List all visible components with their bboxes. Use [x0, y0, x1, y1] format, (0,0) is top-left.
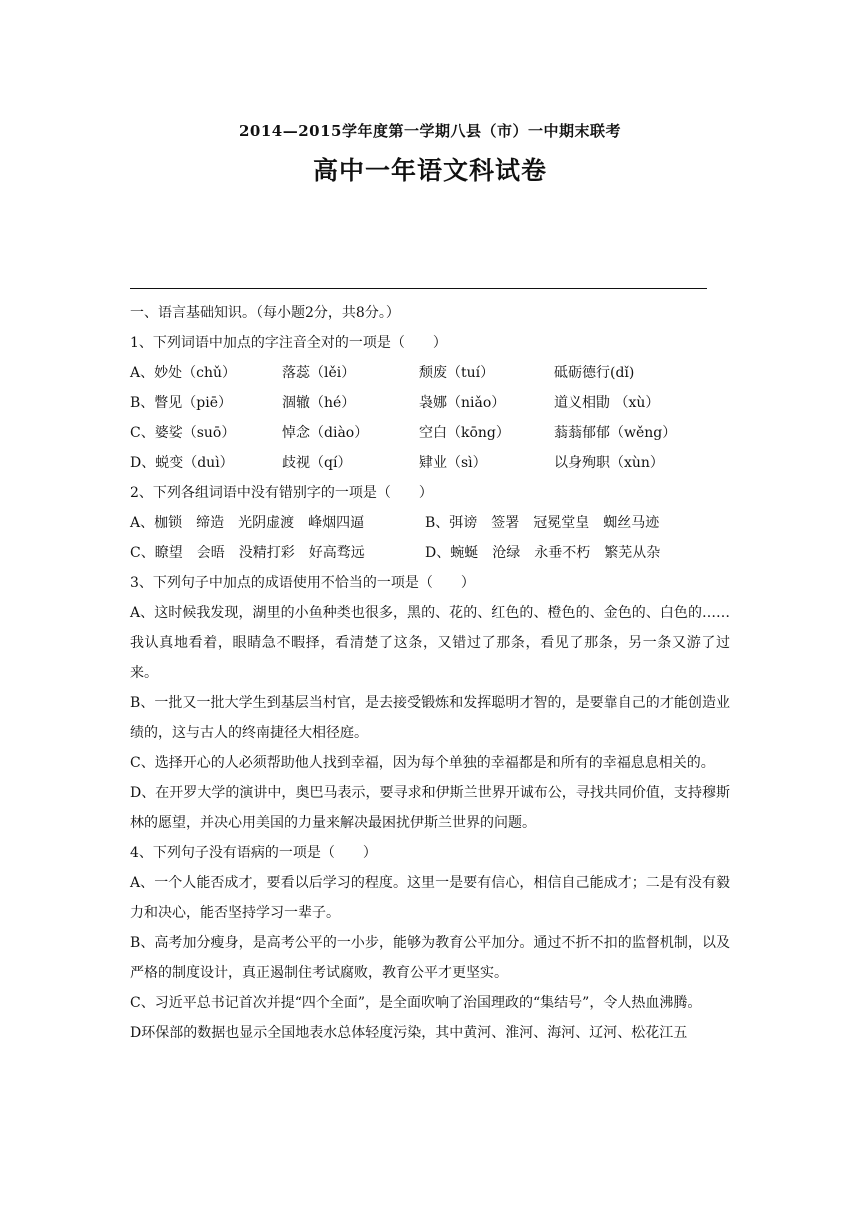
section-heading: 一、语言基础知识。（每小题2分，共8分。） [130, 305, 400, 321]
question-3-option-a: A、这时候我发现，湖里的小鱼种类也很多，黑的、花的、红色的、橙色的、金色的、白色的……我认真地看着，眼睛急不暇择，看清楚了这条，又错过了那条，看见了那条，另一条又游了过来。 [130, 605, 730, 681]
option-item: 悼念（diào） [282, 425, 369, 441]
option-item: 涸辙（hé） [282, 395, 356, 411]
divider-line [130, 288, 707, 289]
option-item: 歧视（qí） [282, 455, 352, 471]
question-3-option-c: C、选择开心的人必须帮助他人找到幸福，因为每个单独的幸福都是和所有的幸福息息相关的。 [130, 755, 715, 771]
question-3-option-b: B、一批又一批大学生到基层当村官，是去接受锻炼和发挥聪明才智的，是要靠自己的才能创造业绩的，这与古人的终南捷径大相径庭。 [130, 695, 730, 741]
question-3-stem: 3、下列句子中加点的成语使用不恰当的一项是（ ） [130, 575, 475, 591]
question-1-option-d [130, 448, 730, 478]
option-item: D、蜕变（duì） [130, 455, 234, 471]
option-item: 蓊蓊郁郁（wěng） [554, 425, 677, 441]
option-item: C、瞭望 会晤 没精打彩 好高骛远 [130, 545, 365, 561]
question-4-option-b: B、高考加分瘦身，是高考公平的一小步，能够为教育公平加分。通过不折不扣的监督机制，以及严格的制度设计，真正遏制住考试腐败，教育公平才更坚实。 [130, 935, 730, 981]
option-item: A、妙处（chǔ） [130, 365, 236, 381]
exam-header-line: 2014—2015学年度第一学期八县（市）一中期末联考 [239, 122, 621, 140]
option-item: 砥砺德行(dǐ) [554, 365, 635, 381]
option-item: 以身殉职（xùn） [554, 455, 664, 471]
question-4-option-d: D环保部的数据也显示全国地表水总体轻度污染，其中黄河、淮河、海河、辽河、松花江五 [130, 1025, 688, 1041]
question-4-option-c: C、习近平总书记首次并提“四个全面”，是全面吹响了治国理政的“集结号”，令人热血沸腾。 [130, 995, 702, 1011]
exam-title: 高中一年语文科试卷 [312, 156, 547, 185]
question-4-option-a: A、一个人能否成才，要看以后学习的程度。这里一是要有信心，相信自己能成才；二是有没有毅力和决心，能否坚持学习一辈子。 [130, 875, 730, 921]
option-item: 落蕊（lěi） [282, 365, 356, 381]
option-item: A、枷锁 缔造 光阴虚渡 峰烟四逼 [130, 515, 365, 531]
question-1-stem: 1、下列词语中加点的字注音全对的一项是（ ） [130, 335, 447, 351]
option-item: 颓废（tuí） [419, 365, 495, 381]
option-item: 袅娜（niǎo） [419, 395, 506, 411]
option-item: B、瞥见（piē） [130, 395, 233, 411]
option-item: C、婆娑（suō） [130, 425, 236, 441]
question-4-stem: 4、下列句子没有语病的一项是（ ） [130, 845, 377, 861]
option-item: B、弭谤 签署 冠冕堂皇 蜘丝马迹 [425, 515, 660, 531]
option-item: 肄业（sì） [419, 455, 487, 471]
question-1-option-c [130, 418, 730, 448]
question-3-option-d: D、在开罗大学的演讲中，奥巴马表示，要寻求和伊斯兰世界开诚布公，寻找共同价值，支持穆斯林的愿望，并决心用美国的力量来解决最困扰伊斯兰世界的问题。 [130, 785, 730, 831]
question-1-option-a [130, 358, 730, 388]
exam-body [130, 298, 730, 1048]
question-1-option-b [130, 388, 730, 418]
option-item: 空白（kōng） [419, 425, 510, 441]
option-item: D、蜿蜒 沧绿 永垂不朽 繁芜从杂 [425, 545, 661, 561]
question-2-row-cd [130, 538, 730, 568]
option-item: 道义相勖 （xù） [554, 395, 660, 411]
question-2-row-ab [130, 508, 730, 538]
question-2-stem: 2、下列各组词语中没有错别字的一项是（ ） [130, 485, 433, 501]
